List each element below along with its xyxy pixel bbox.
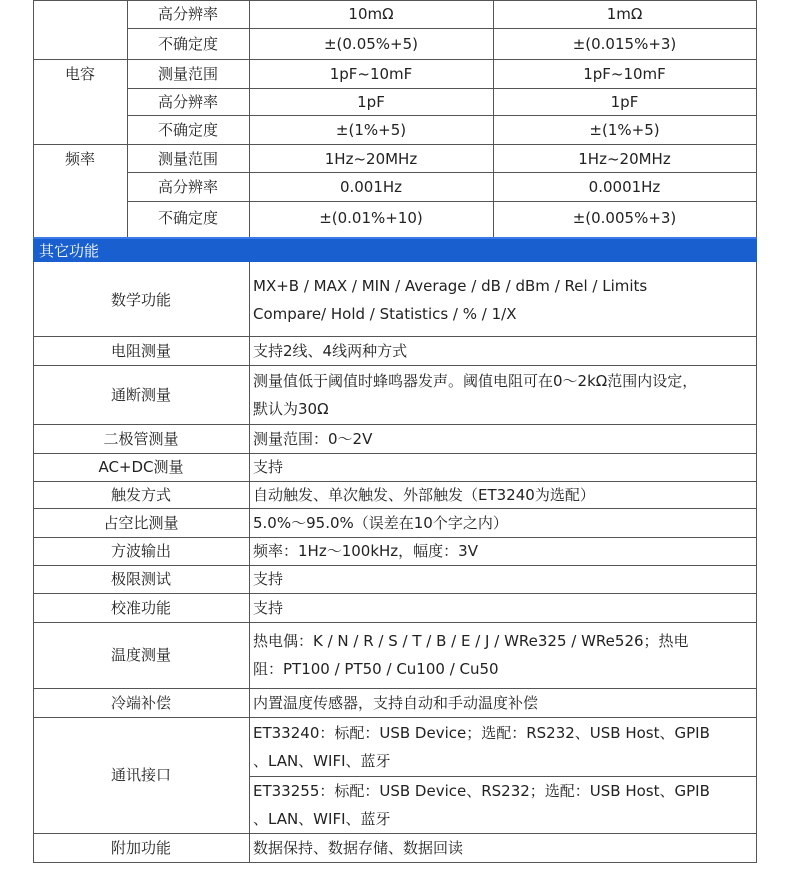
- feature-desc-line: 阻：PT100 / PT50 / Cu100 / Cu50: [253, 660, 499, 678]
- feature-name: 通断测量: [110, 386, 171, 404]
- feature-name: 二极管测量: [103, 430, 179, 448]
- table-border: [33, 622, 757, 623]
- feature-name: 数学功能: [110, 291, 171, 309]
- param-label: 测量范围: [157, 65, 218, 83]
- spec-value-b: ±(0.005%+3): [572, 209, 677, 227]
- table-border: [127, 115, 757, 116]
- feature-name: 通讯接口: [110, 766, 171, 784]
- feature-name: 温度测量: [110, 646, 171, 664]
- feature-desc-line: 支持: [253, 599, 284, 617]
- feature-desc-line: 自动触发、单次触发、外部触发（ET3240为选配）: [253, 486, 595, 504]
- feature-desc-line: 数据保持、数据存储、数据回读: [253, 839, 464, 857]
- spec-value-a: ±(0.01%+10): [319, 209, 423, 227]
- table-border: [33, 481, 757, 482]
- param-label: 高分辨率: [157, 93, 218, 111]
- feature-name: AC+DC测量: [98, 458, 184, 476]
- table-border: [33, 508, 757, 509]
- feature-name: 校准功能: [110, 599, 171, 617]
- feature-desc-line: 、LAN、WIFI、蓝牙: [253, 810, 391, 828]
- feature-desc-line: 5.0%～95.0%（误差在10个字之内）: [253, 514, 508, 532]
- spec-value-a: 0.001Hz: [339, 178, 403, 196]
- feature-desc-line: ET33240：标配：USB Device；选配：RS232、USB Host、GPIB: [253, 724, 710, 742]
- feature-name: 冷端补偿: [110, 694, 171, 712]
- table-border: [33, 453, 757, 454]
- spec-value-b: 1pF: [610, 93, 639, 111]
- feature-desc-line: 、LAN、WIFI、蓝牙: [253, 752, 391, 770]
- param-label: 测量范围: [157, 150, 218, 168]
- param-label: 不确定度: [157, 121, 218, 139]
- feature-desc-line: 热电偶：K / N / R / S / T / B / E / J / WRe325 / WRe526；热电: [253, 632, 689, 650]
- table-border: [33, 537, 757, 538]
- spec-value-a: 1pF: [357, 93, 385, 111]
- feature-desc-line: 内置温度传感器，支持自动和手动温度补偿: [253, 694, 539, 712]
- table-border: [127, 88, 757, 89]
- table-border: [33, 144, 757, 145]
- table-border: [249, 262, 250, 862]
- param-label: 高分辨率: [157, 178, 218, 196]
- table-border: [33, 833, 757, 834]
- table-border: [33, 336, 757, 337]
- table-border: [33, 593, 757, 594]
- feature-desc-line: 支持: [253, 458, 284, 476]
- feature-name: 触发方式: [110, 486, 171, 504]
- table-border: [33, 0, 34, 237]
- table-border: [127, 201, 757, 202]
- feature-name: 方波输出: [110, 542, 171, 560]
- spec-value-b: 0.0001Hz: [588, 178, 661, 196]
- spec-value-a: ±(1%+5): [335, 121, 407, 139]
- spec-value-b: 1pF~10mF: [583, 65, 666, 83]
- feature-desc-line: 测量值低于阈值时蜂鸣器发声。阈值电阻可在0～2kΩ范围内设定，: [253, 372, 698, 390]
- param-label: 高分辨率: [157, 5, 218, 23]
- feature-desc-line: 测量范围：0～2V: [253, 430, 373, 448]
- group-label-frequency: 频率: [64, 150, 95, 168]
- table-border: [756, 262, 757, 862]
- table-border: [127, 172, 757, 173]
- feature-desc-line: 默认为30Ω: [253, 400, 329, 418]
- section-header-band: [33, 237, 757, 262]
- table-border: [33, 365, 757, 366]
- feature-desc-line: Compare/ Hold / Statistics / % / 1/X: [253, 305, 517, 323]
- param-label: 不确定度: [157, 209, 218, 227]
- param-label: 不确定度: [157, 35, 218, 53]
- table-border: [33, 424, 757, 425]
- table-border: [33, 688, 757, 689]
- feature-name: 电阻测量: [110, 342, 171, 360]
- spec-value-a: 1Hz~20MHz: [324, 150, 418, 168]
- spec-value-b: 1Hz~20MHz: [578, 150, 671, 168]
- table-border: [33, 565, 757, 566]
- table-border: [127, 28, 757, 29]
- feature-desc-line: 支持2线、4线两种方式: [253, 342, 408, 360]
- spec-value-a: ±(0.05%+5): [323, 35, 419, 53]
- spec-value-a: 10mΩ: [348, 5, 394, 23]
- table-border: [756, 0, 757, 237]
- feature-desc-line: ET33255：标配：USB Device、RS232；选配：USB Host、GPIB: [253, 782, 710, 800]
- spec-value-b: 1mΩ: [606, 5, 643, 23]
- table-border: [249, 776, 757, 777]
- spec-value-a: 1pF~10mF: [329, 65, 413, 83]
- feature-name: 附加功能: [110, 839, 171, 857]
- feature-name: 占空比测量: [103, 514, 179, 532]
- table-border: [33, 0, 757, 1]
- spec-value-b: ±(0.015%+3): [572, 35, 677, 53]
- table-border: [33, 59, 757, 60]
- feature-desc-line: 频率：1Hz～100kHz，幅度：3V: [253, 542, 478, 560]
- feature-desc-line: MX+B / MAX / MIN / Average / dB / dBm / Rel / Limits: [253, 277, 648, 295]
- spec-value-b: ±(1%+5): [589, 121, 660, 139]
- feature-name: 极限测试: [110, 570, 171, 588]
- table-border: [33, 717, 757, 718]
- section-title: 其它功能: [39, 242, 100, 260]
- group-label-capacitance: 电容: [64, 65, 95, 83]
- feature-desc-line: 支持: [253, 570, 284, 588]
- table-border: [33, 862, 757, 863]
